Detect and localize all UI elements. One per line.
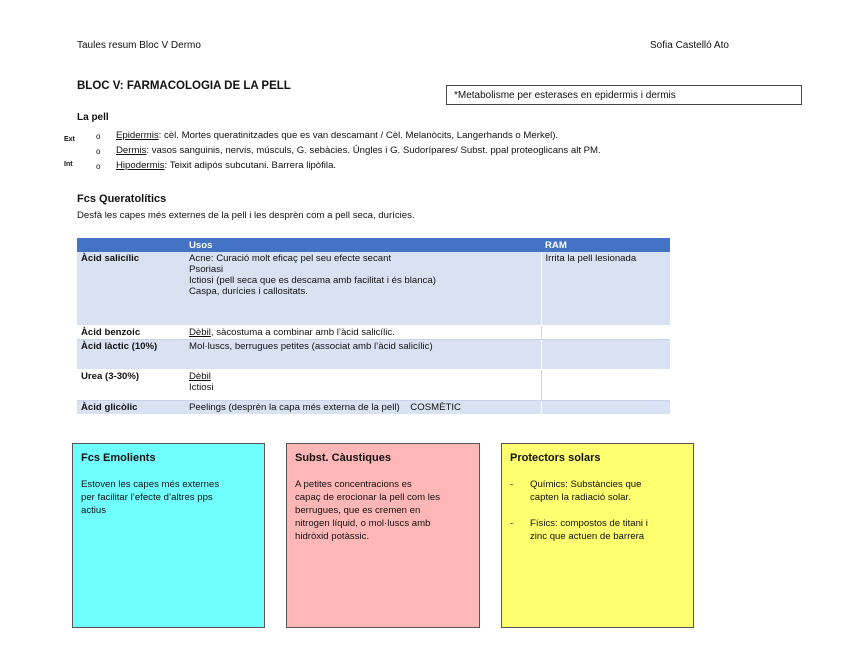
keratolytics-heading: Fcs Queratolítics [77,193,167,205]
caustics-text: A petites concentracions es capaç de erocionar la pell com les berrugues, que es cremen en nitrogen líquid, o mol·luscs amb hidròxid potàssic. [295,479,441,542]
caustics-title: Subst. Càustiques [295,452,391,464]
use-line: Acne: Curació molt eficaç pel seu efecte secant [189,253,392,264]
row-name: Àcid làctic (10%) [77,340,185,370]
header-right: Sofia Castelló Ato [650,40,729,51]
text-hipodermis: : Teixit adipós subcutani. Barrera lipòfila. [164,160,337,171]
sunscreens-title: Protectors solars [510,452,601,464]
use-underlined: Dèbil [189,327,211,338]
table-row [77,252,670,326]
table-row [77,370,670,401]
emollients-text: Estoven les capes més externes per facilitar l’efecte d’altres pps actius [81,479,220,516]
row-name: Àcid benzoic [77,326,185,340]
row-name: Àcid glicòlic [77,401,185,415]
row-ram: Irrita la pell lesionada [541,252,670,326]
int-label: Int [64,161,73,168]
skin-heading: La pell [77,112,109,123]
row-uses [185,370,541,401]
header-left: Taules resum Bloc V Dermo [77,40,201,51]
use-underlined: Dèbil [189,371,211,382]
table-row [77,340,670,370]
keratolytics-description: Desfà les capes més externes de la pell i les desprèn com a pell seca, durícies. [77,210,415,221]
skin-item-dermis [116,145,601,156]
header-cell-ram: RAM [541,238,670,252]
row-name: Urea (3-30%) [77,370,185,401]
row-uses: Peelings (desprèn la capa més externa de la pell) COSMÈTIC [185,401,541,415]
dash-marker: - [510,518,514,529]
use-rest: , sàcostuma a combinar amb l’àcid salicílic. [210,327,395,338]
term-epidermis: Epidermis [116,130,159,141]
use-line: Caspa, durícies i callositats. [189,286,308,297]
row-ram [541,401,670,415]
text-epidermis: : cèl. Mortes queratinitzades que es van descamant / Cèl. Melanòcits, Langerhands o Merkel). [158,130,559,141]
use-line: Ictiosi (pell seca que es descama amb facilitat i és blanca) [189,275,436,286]
emollients-card [72,443,265,628]
header-cell-blank [77,238,185,252]
skin-item-hipodermis [116,160,336,171]
use-line: Psoriasi [189,264,224,275]
metabolism-note: *Metabolisme per esterases en epidermis i dermis [446,85,802,105]
list-item [510,517,685,543]
caustics-card [286,443,480,628]
ext-label: Ext [64,136,75,143]
emollients-title: Fcs Emolients [81,452,156,464]
table-row [77,326,670,340]
use-line: Ictiosi [189,382,214,393]
sunscreen-physical: Físics: compostos de titani i zinc que actuen de barrera [530,518,648,542]
sunscreens-card [501,443,694,628]
list-item [510,478,685,504]
bullet-epidermis: o [96,132,101,141]
bullet-hipodermis: o [96,162,101,171]
row-ram [541,340,670,370]
table-header-row [77,238,670,252]
row-ram [541,326,670,340]
row-uses: Mol·luscs, berrugues petites (associat amb l’àcid salicílic) [185,340,541,370]
sunscreens-list [510,478,685,543]
header-cell-usos: Usos [185,238,541,252]
row-uses [185,326,541,340]
row-ram [541,370,670,401]
skin-item-epidermis [116,130,558,141]
dash-marker: - [510,479,514,490]
row-uses [185,252,541,326]
sunscreen-chemical: Químics: Substàncies que capten la radiació solar. [530,479,642,503]
row-name: Àcid salicílic [77,252,185,326]
page-title: BLOC V: FARMACOLOGIA DE LA PELL [77,80,291,92]
keratolytics-table [77,238,670,415]
term-hipodermis: Hipodermis [116,160,165,171]
table-row [77,401,670,415]
bullet-dermis: o [96,147,101,156]
term-dermis: Dermis [116,145,147,156]
text-dermis: : vasos sanguinis, nervis, músculs, G. sebàcies. Úngles i G. Sudorípares/ Subst. ppal proteoglicans alt PM. [146,145,601,156]
